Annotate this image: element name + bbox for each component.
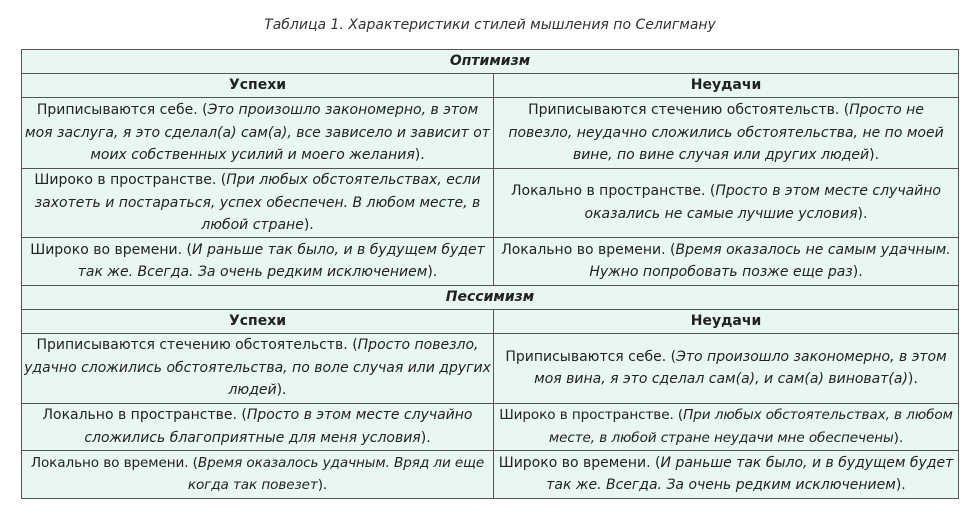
cell-example: И раньше так было, и в будущем будет так же. Всегда. За очень редким исключением: [546, 454, 954, 493]
cell-text: Локально во времени. (: [30, 454, 198, 471]
optimism-success-cell: [22, 98, 494, 169]
pessimism-col-failure: Неудачи: [494, 309, 959, 333]
cell-example: Просто не повезло, неудачно сложились обстоятельства, не по моей вине, по вине случая или других людей: [508, 102, 944, 164]
cell-end: ).: [893, 429, 904, 446]
optimism-header-row: [22, 74, 959, 98]
optimism-col-failure: Неудачи: [494, 74, 959, 98]
pessimism-success-cell: [22, 403, 494, 450]
cell-text: Локально во времени. (: [501, 241, 676, 258]
cell-example: Это произошло закономерно, в этом моя вина, я это сделал сам(а), и сам(а) виноват(а): [534, 348, 947, 387]
table-caption: Таблица 1. Характеристики стилей мышления по Селигману: [264, 17, 716, 33]
cell-end: ).: [414, 147, 425, 164]
table-row: [22, 333, 959, 403]
cell-text: Приписываются стечению обстоятельств. (: [36, 337, 358, 354]
cell-example: При любых обстоятельствах, если захотеть и постараться, успех обеспечен. В любом месте, в любой стране: [34, 172, 481, 233]
cell-example: Просто повезло, удачно сложились обстоятельства, по воле случая или других людей: [24, 337, 491, 399]
table-row: [22, 450, 959, 498]
cell-end: ).: [857, 205, 868, 222]
cell-text: Приписываются стечению обстоятельств. (: [528, 102, 850, 119]
seligman-table: [21, 49, 959, 499]
optimism-success-cell: [22, 237, 494, 285]
optimism-success-cell: [22, 169, 494, 238]
cell-example: Время оказалось удачным. Вряд ли еще когда так повезет: [187, 454, 485, 493]
cell-text: Широко в пространстве. (: [34, 172, 227, 188]
cell-end: ).: [907, 371, 918, 387]
cell-end: ).: [852, 264, 863, 280]
cell-text: Приписываются себе. (: [36, 102, 208, 119]
table-row: [22, 237, 959, 285]
pessimism-col-success: Успехи: [22, 309, 494, 333]
optimism-section-row: [22, 50, 959, 74]
pessimism-success-cell: [22, 450, 494, 498]
cell-example: Время оказалось не самым удачным. Нужно попробовать позже еще раз: [589, 241, 951, 280]
cell-end: ).: [427, 264, 438, 280]
cell-text: Локально в пространстве. (: [42, 407, 247, 423]
cell-end: ).: [420, 429, 431, 446]
optimism-failure-cell: [494, 237, 959, 285]
cell-example: Это произошло закономерно, в этом моя заслуга, я это сделал(а) сам(а), все зависело и зависит от моих собственных усилий и моего желания: [25, 102, 490, 164]
table-row: [22, 403, 959, 450]
optimism-failure-cell: [494, 169, 959, 238]
cell-text: Широко во времени. (: [498, 454, 661, 471]
cell-end: ).: [317, 477, 328, 493]
pessimism-failure-cell: [494, 333, 959, 403]
pessimism-failure-cell: [494, 450, 959, 498]
cell-text: Локально в пространстве. (: [510, 183, 716, 200]
cell-text: Приписываются себе. (: [505, 348, 677, 365]
cell-example: При любых обстоятельствах, в любом месте, в любой стране неудачи мне обеспечены: [548, 407, 953, 446]
cell-example: Просто в этом месте случайно сложились благоприятные для меня условия: [84, 407, 473, 446]
table-row: [22, 169, 959, 238]
cell-end: ).: [869, 147, 880, 164]
cell-end: ).: [303, 217, 314, 233]
cell-end: ).: [276, 382, 287, 399]
cell-example: Просто в этом месте случайно оказались не самые лучшие условия: [584, 183, 941, 222]
optimism-failure-cell: [494, 98, 959, 169]
pessimism-header-row: [22, 309, 959, 333]
pessimism-section-row: [22, 285, 959, 309]
optimism-title: Оптимизм: [22, 50, 959, 74]
pessimism-title: Пессимизм: [22, 285, 959, 309]
pessimism-success-cell: [22, 333, 494, 403]
cell-end: ).: [895, 477, 906, 493]
cell-text: Широко во времени. (: [30, 241, 193, 258]
pessimism-failure-cell: [494, 403, 959, 450]
optimism-col-success: Успехи: [22, 74, 494, 98]
cell-text: Широко в пространстве. (: [499, 407, 684, 423]
cell-example: И раньше так было, и в будущем будет так же. Всегда. За очень редким исключением: [77, 241, 485, 280]
table-row: [22, 98, 959, 169]
